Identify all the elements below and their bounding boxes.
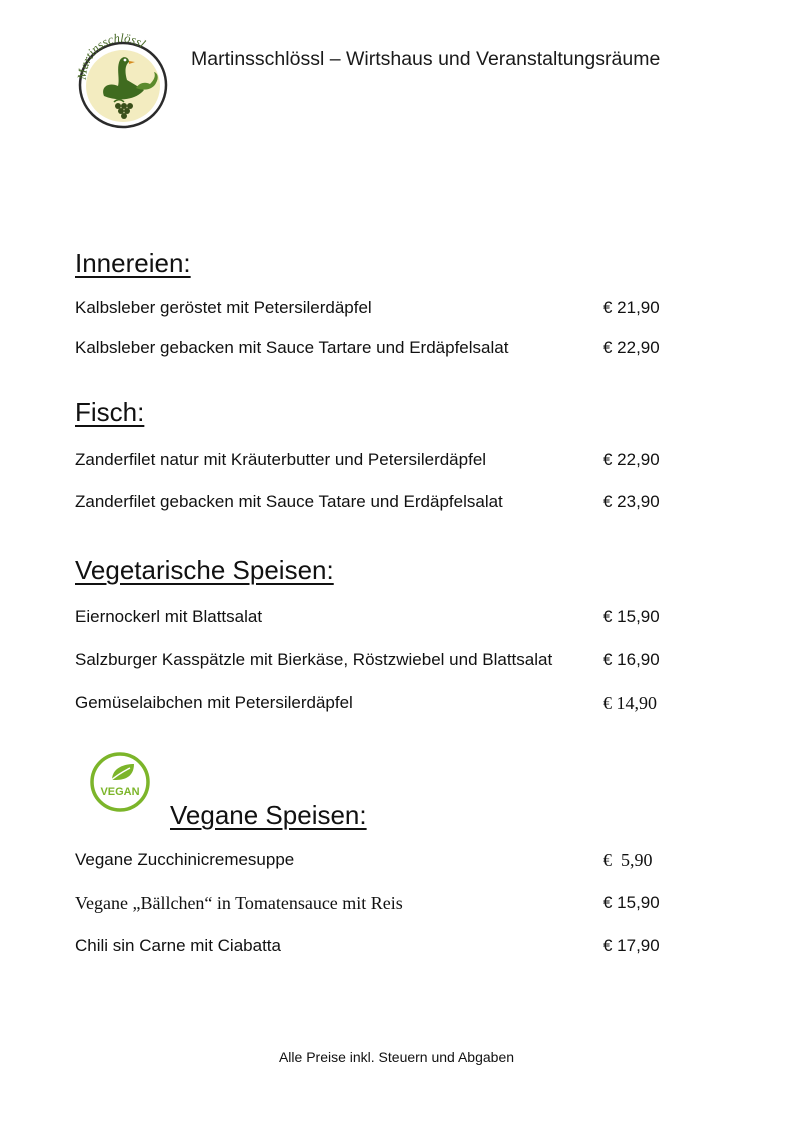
dish-name: Eiernockerl mit Blattsalat [75,607,263,626]
dish-name: Zanderfilet natur mit Kräuterbutter und Petersilerdäpfel [75,450,487,469]
logo-text: Martinsschlössl [74,31,148,81]
page-title: Martinsschlössl – Wirtshaus und Veranstaltungsräume [191,48,661,70]
section-title-innereien: Innereien: [75,248,191,278]
dish-price: € 17,90 [603,936,660,955]
dish-price: € 15,90 [603,607,660,626]
menu-item [75,338,665,360]
dish-name: Salzburger Kasspätzle mit Bierkäse, Röstzwiebel und Blattsalat [75,650,553,669]
dish-name: Gemüselaibchen mit Petersilerdäpfel [75,693,353,712]
logo [74,30,170,130]
vegan-leaf-icon [88,750,152,814]
vegan-badge [88,750,152,814]
dish-price: € 22,90 [603,338,660,357]
menu-item [75,450,665,472]
dish-name: Kalbsleber gebacken mit Sauce Tartare und Erdäpfelsalat [75,338,509,357]
dish-price: € 16,90 [603,650,660,669]
menu-item [75,893,665,915]
menu-item [75,936,665,958]
section-title-vegetarisch: Vegetarische Speisen: [75,555,334,585]
dish-name: Vegane „Bällchen“ in Tomatensauce mit Reis [75,893,403,913]
section-title-fisch: Fisch: [75,397,145,427]
dish-name: Kalbsleber geröstet mit Petersilerdäpfel [75,298,372,317]
goose-logo-icon [74,30,170,130]
dish-name: Zanderfilet gebacken mit Sauce Tatare und Erdäpfelsalat [75,492,503,511]
dish-price: € 21,90 [603,298,660,317]
section-title-vegan: Vegane Speisen: [170,800,367,830]
menu-item [75,693,665,715]
dish-name: Chili sin Carne mit Ciabatta [75,936,281,955]
dish-price: € 14,90 [603,693,657,713]
footer-note: Alle Preise inkl. Steuern und Abgaben [278,1049,515,1065]
dish-price: € 5,90 [603,850,653,870]
dish-price: € 23,90 [603,492,660,511]
menu-item [75,650,665,672]
dish-name: Vegane Zucchinicremesuppe [75,850,295,869]
menu-item [75,492,665,514]
menu-item [75,850,665,872]
dish-price: € 22,90 [603,450,660,469]
vegan-badge-text: VEGAN [100,786,140,798]
menu-item [75,607,665,629]
menu-item [75,298,665,320]
dish-price: € 15,90 [603,893,660,912]
